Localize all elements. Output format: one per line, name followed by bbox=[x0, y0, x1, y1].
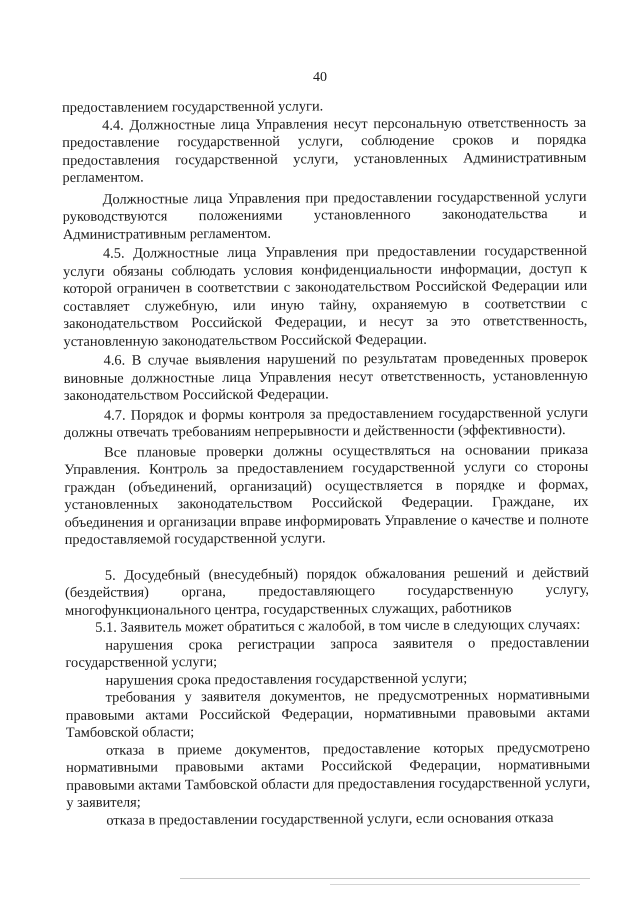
paragraph-4-7: 4.7. Порядок и формы контроля за предоставлением государственной услуги должны отвечать требованиям непрерывности и действенности (эффективности). bbox=[63, 404, 588, 441]
paragraph-4-5: 4.5. Должностные лица Управления при предоставлении государственной услуги обязаны соблюдать условия конфиденциальности информации, доступ к которой ограничен в соответствии с законодательством Российской Федерации или составляет служебную, или иную тайну, охраняемую в соответствии с законодательством Российской Федерации, и несут за это ответственность, установленную законодательством Российской Федерации. bbox=[62, 242, 588, 350]
list-item: нарушения срока регистрации запроса заявителя о предоставлении государственной услуги; bbox=[65, 634, 590, 671]
list-item: отказа в предоставлении государственной услуги, если основания отказа bbox=[106, 809, 554, 829]
scan-edge-line bbox=[330, 884, 580, 885]
complaint-cases-list bbox=[65, 634, 590, 830]
paragraph-planned-checks: Все плановые проверки должны осуществляться на основании приказа Управления. Контроль за предоставлением государственной услуги со стороны граждан (объединений, организаций) осуществляется в порядке и формах, установленных законодательством Российской Федерации. Граждане, их объединения и организации вправе информировать Управление о качестве и полноте предоставляемой государственной услуги. bbox=[64, 441, 589, 548]
list-item: нарушения срока предоставления государственной услуги; bbox=[105, 670, 468, 689]
paragraph-continuation: предоставлением государственной услуги. bbox=[62, 98, 324, 116]
paragraph-4-4: 4.4. Должностные лица Управления несут персональную ответственность за предоставление государственной услуги, соблюдение сроков и порядка предоставления государственной услуги, установленных Административным регламентом. bbox=[62, 114, 587, 186]
paragraph-4-6: 4.6. В случае выявления нарушений по результатам проведенных проверок виновные должностные лица Управления несут ответственность, установленную законодательством Российской Федерации. bbox=[63, 349, 588, 404]
section-5-heading: 5. Досудебный (внесудебный) порядок обжалования решений и действий (бездействия) органа, предоставляющего государственную услугу, многофункционального центра, государственных служащих, работников bbox=[64, 564, 590, 619]
scan-edge-line bbox=[180, 878, 590, 879]
page-number: 40 bbox=[313, 70, 327, 85]
document-body bbox=[62, 97, 590, 830]
list-item: требования у заявителя документов, не предусмотренных нормативными правовыми актами Российской Федерации, нормативными правовыми актами Тамбовской области; bbox=[65, 686, 590, 741]
list-item: отказа в приеме документов, предоставление которых предусмотрено нормативными правовыми актами Российской Федерации, нормативными правовыми актами Тамбовской области для предоставления государственной услуги, у заявителя; bbox=[66, 739, 591, 811]
paragraph-5-1: 5.1. Заявитель может обратиться с жалобой, в том числе в следующих случаях: bbox=[95, 616, 581, 636]
paragraph-officials-guidance: Должностные лица Управления при предоставлении государственной услуги руководствуются положениями установленного законодательства и Административным регламентом. bbox=[62, 188, 587, 243]
